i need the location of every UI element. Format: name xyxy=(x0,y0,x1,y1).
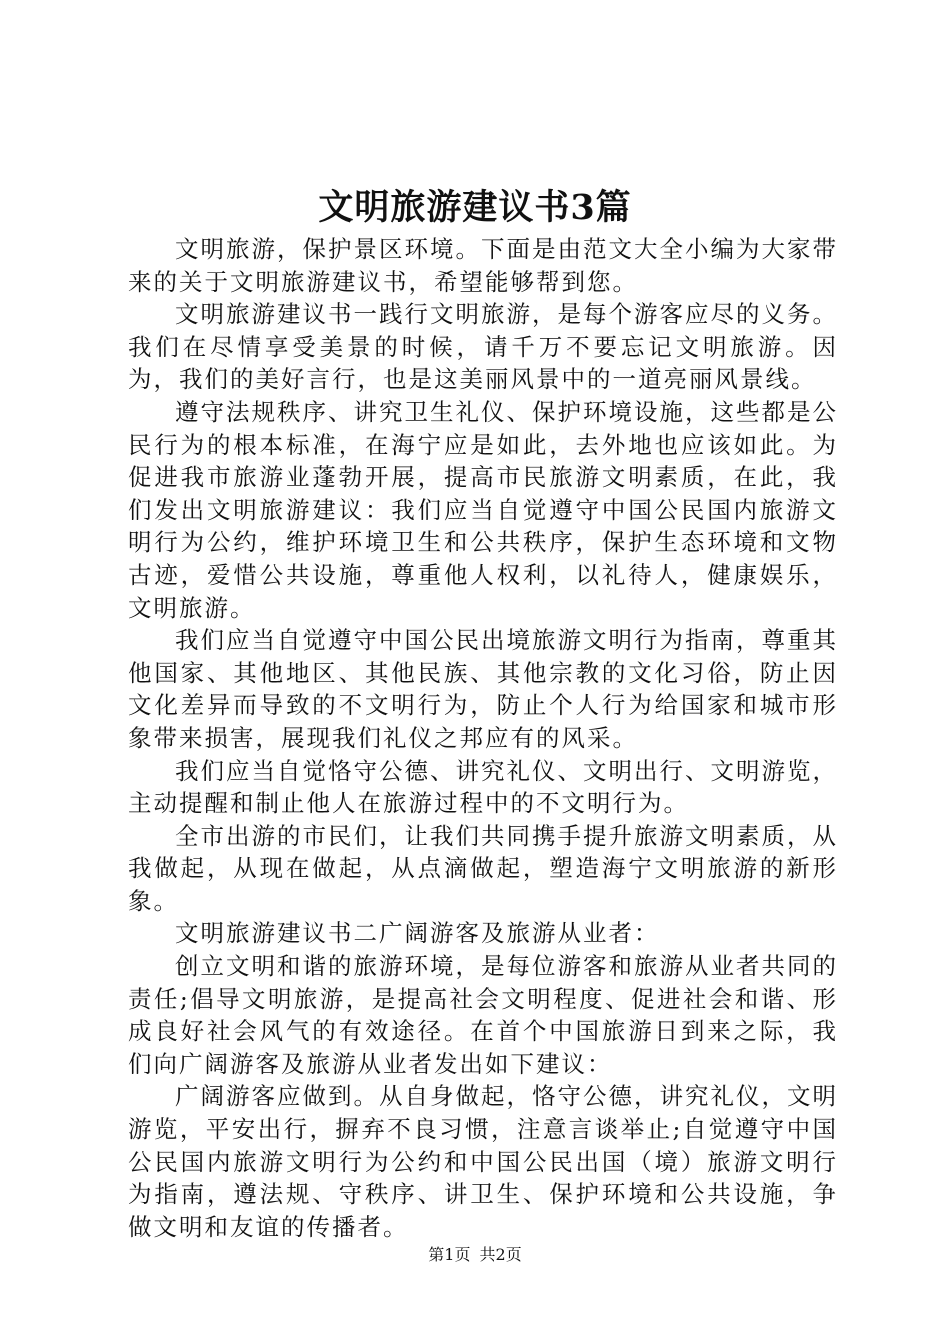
paragraph: 文明旅游建议书二广阔游客及旅游从业者： xyxy=(175,919,660,948)
paragraph: 全市出游的市民们，让我们共同携手提升旅游文明素质，从我做起，从现在做起，从点滴做起，塑造海宁文明旅游的新形象。 xyxy=(128,821,838,915)
page-footer xyxy=(0,1244,950,1266)
paragraph: 创立文明和谐的旅游环境，是每位游客和旅游从业者共同的责任;倡导文明旅游，是提高社会文明程度、促进社会和谐、形成良好社会风气的有效途径。在首个中国旅游日到来之际，我们向广阔游客及旅游从业者发出如下建议： xyxy=(128,952,838,1078)
paragraph: 文明旅游，保护景区环境。下面是由范文大全小编为大家带来的关于文明旅游建议书，希望能够帮到您。 xyxy=(128,235,838,296)
paragraph: 我们应当自觉恪守公德、讲究礼仪、文明出行、文明游览，主动提醒和制止他人在旅游过程中的不文明行为。 xyxy=(128,756,838,818)
page-total: 共2页 xyxy=(479,1245,522,1264)
document-body xyxy=(128,233,838,1243)
paragraph: 文明旅游建议书一践行文明旅游，是每个游客应尽的义务。我们在尽情享受美景的时候，请千万不要忘记文明旅游。因为，我们的美好言行，也是这美丽风景中的一道亮丽风景线。 xyxy=(128,300,838,394)
paragraph: 广阔游客应做到。从自身做起，恪守公德，讲究礼仪，文明游览，平安出行，摒弃不良习惯，注意言谈举止;自觉遵守中国公民国内旅游文明行为公约和中国公民出国（境）旅游文明行为指南，遵法规、守秩序、讲卫生、保护环境和公共设施，争做文明和友谊的传播者。 xyxy=(128,1082,838,1241)
paragraph: 我们应当自觉遵守中国公民出境旅游文明行为指南，尊重其他国家、其他地区、其他民族、其他宗教的文化习俗，防止因文化差异而导致的不文明行为，防止个人行为给国家和城市形象带来损害，展现我们礼仪之邦应有的风采。 xyxy=(128,626,838,752)
document-title: 文明旅游建议书3篇 xyxy=(318,187,632,228)
page-number: 第1页 xyxy=(428,1245,471,1264)
paragraph: 遵守法规秩序、讲究卫生礼仪、保护环境设施，这些都是公民行为的根本标准，在海宁应是如此，去外地也应该如此。为促进我市旅游业蓬勃开展，提高市民旅游文明素质，在此，我们发出文明旅游建议：我们应当自觉遵守中国公民国内旅游文明行为公约，维护环境卫生和公共秩序，保护生态环境和文物古迹，爱惜公共设施，尊重他人权利，以礼待人，健康娱乐，文明旅游。 xyxy=(128,397,838,622)
